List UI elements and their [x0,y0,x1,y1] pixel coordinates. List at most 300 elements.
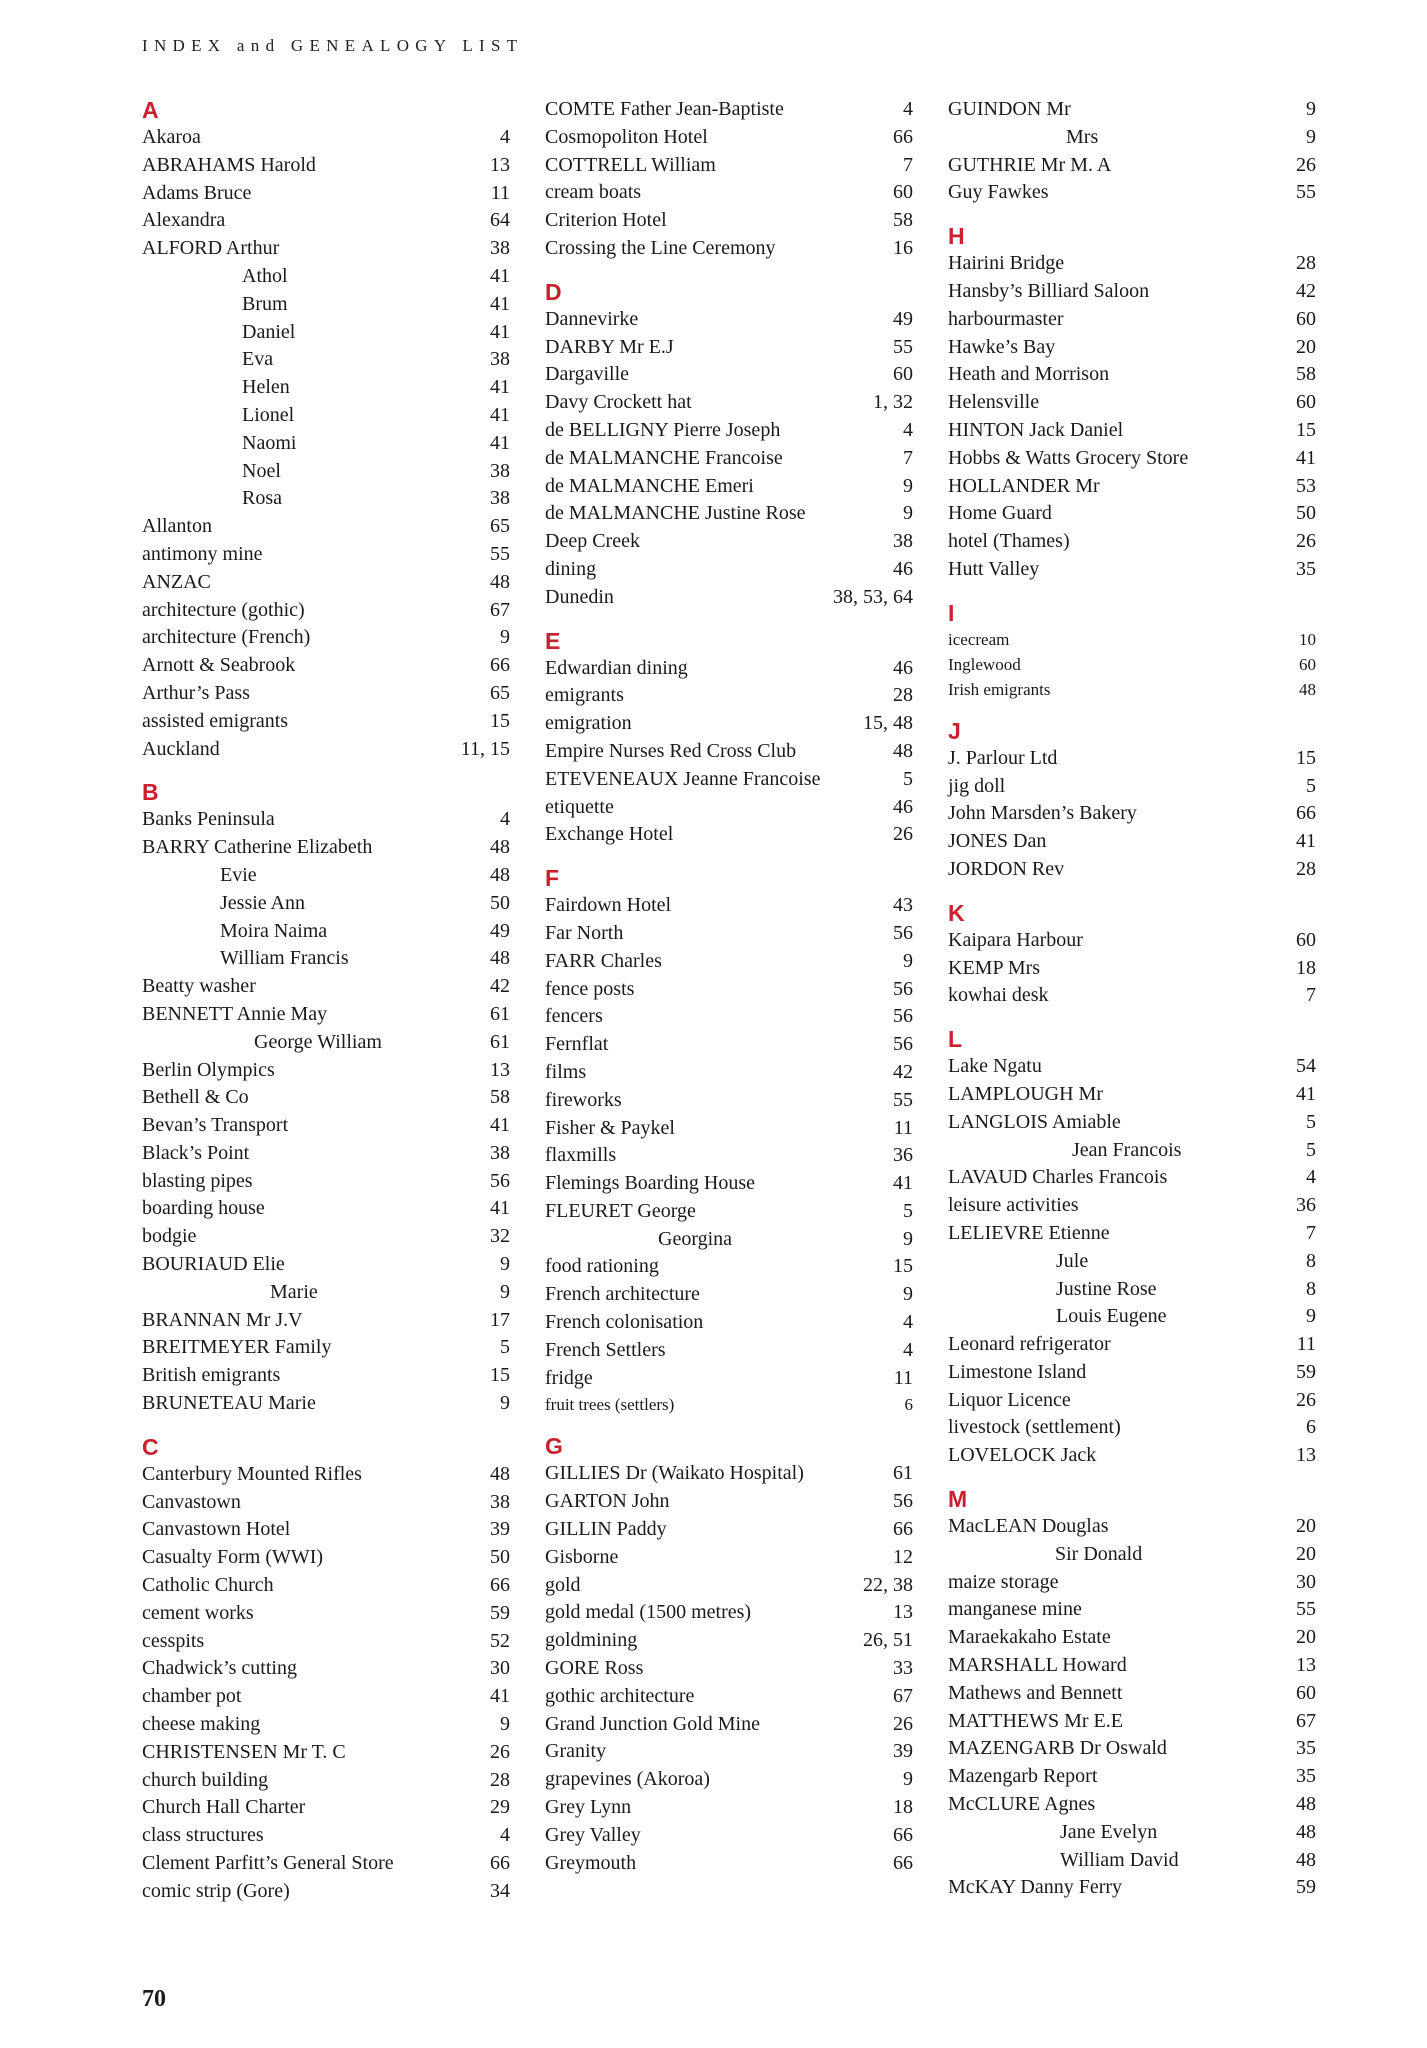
entry-name: architecture (gothic) [142,598,305,621]
running-header: INDEX and GENEALOGY LIST [142,36,524,55]
index-entry [948,1513,1316,1541]
index-entry [948,856,1316,884]
entry-name: George William [254,1030,382,1053]
entry-page: 41 [1296,1082,1316,1105]
index-entry [948,528,1316,556]
entry-name: Kaipara Harbour [948,928,1083,951]
index-entry [948,1763,1316,1791]
entry-page: 50 [490,1546,510,1569]
entry-page: 13 [893,1601,913,1624]
entry-name: DARBY Mr E.J [545,335,674,358]
index-entry [142,1794,510,1822]
entry-page: 50 [490,891,510,914]
entry-page: 33 [893,1657,913,1680]
entry-name: Evie [220,863,257,886]
entry-page: 41 [490,431,510,454]
entry-page: 26 [893,1712,913,1735]
entry-page: 48 [490,570,510,593]
index-entry [948,1708,1316,1736]
entry-name: de BELLIGNY Pierre Joseph [545,418,781,441]
index-entry [142,890,510,918]
index-entry [545,473,913,501]
entry-name: Davy Crockett hat [545,391,692,414]
index-entry [142,1489,510,1517]
section-letter: I [948,599,955,626]
index-entry [142,430,510,458]
entry-name: LOVELOCK Jack [948,1444,1097,1467]
entry-name: Bevan’s Transport [142,1114,289,1137]
entry-name: hotel (Thames) [948,530,1070,553]
index-entry [545,1087,913,1115]
entry-name: BOURIAUD Elie [142,1253,285,1276]
entry-page: 38 [490,459,510,482]
entry-name: Noel [242,459,281,482]
entry-name: gold medal (1500 metres) [545,1601,752,1624]
index-entry [545,1337,913,1365]
index-entry [142,1878,510,1906]
entry-name: Georgina [658,1227,733,1250]
entry-page: 1, 32 [873,391,913,414]
entry-name: ALFORD Arthur [142,237,280,260]
index-entry [545,124,913,152]
entry-page: 9 [500,1713,510,1736]
entry-name: MATTHEWS Mr E.E [948,1709,1123,1732]
entry-page: 61 [490,1030,510,1053]
entry-name: de MALMANCHE Emeri [545,474,754,497]
index-entry [948,1081,1316,1109]
entry-page: 26, 51 [863,1629,913,1652]
entry-name: Cosmopoliton Hotel [545,125,708,148]
entry-page: 48 [1299,679,1316,699]
entry-name: Jessie Ann [220,891,305,914]
index-entry [545,1170,913,1198]
entry-page: 55 [490,542,510,565]
section-letter: M [948,1486,968,1513]
index-entry [948,955,1316,983]
entry-page: 41 [893,1172,913,1195]
index-entry [948,1164,1316,1192]
entry-name: Grand Junction Gold Mine [545,1712,760,1735]
entry-name: Banks Peninsula [142,808,275,831]
entry-name: COTTRELL William [545,153,716,176]
index-section [142,96,510,763]
index-entry [545,306,913,334]
index-entry [142,1767,510,1795]
index-entry [545,207,913,235]
entry-name: Clement Parfitt’s General Store [142,1852,394,1875]
index-entry [142,973,510,1001]
entry-page: 41 [490,1114,510,1137]
index-entry [545,1115,913,1143]
entry-page: 61 [490,1002,510,1025]
index-entry [545,556,913,584]
entry-page: 10 [1299,629,1316,649]
index-entry [142,1334,510,1362]
index-entry [948,627,1316,652]
entry-name: Empire Nurses Red Cross Club [545,739,797,762]
entry-page: 60 [1296,928,1316,951]
index-entry [948,1819,1316,1847]
index-entry [142,945,510,973]
entry-name: Dargaville [545,363,630,386]
section-letter: H [948,223,965,250]
entry-page: 64 [490,209,510,232]
index-entry [948,1414,1316,1442]
index-section [545,1432,913,1877]
index-column-2 [545,96,913,1892]
entry-page: 38 [490,487,510,510]
index-entry [545,976,913,1004]
entry-page: 41 [490,320,510,343]
index-entry [948,124,1316,152]
section-letter: K [948,899,965,926]
entry-page: 66 [490,654,510,677]
entry-name: gold [545,1573,581,1596]
entry-page: 5 [903,767,913,790]
entry-name: BRANNAN Mr J.V [142,1308,303,1331]
entry-page: 5 [1306,1110,1316,1133]
entry-name: Irish emigrants [948,679,1051,699]
index-entry [948,1276,1316,1304]
entry-page: 41 [490,292,510,315]
index-section [948,222,1316,584]
entry-page: 46 [893,795,913,818]
entry-name: LANGLOIS Amiable [948,1110,1121,1133]
entry-name: BREITMEYER Family [142,1336,332,1359]
entry-page: 58 [1296,363,1316,386]
entry-name: Akaroa [142,126,201,148]
entry-name: ETEVENEAUX Jeanne Francoise [545,767,821,790]
entry-name: Helensville [948,391,1040,414]
entry-name: MARSHALL Howard [948,1654,1127,1677]
entry-name: Auckland [142,737,220,760]
entry-name: Granity [545,1740,607,1763]
index-entry [545,1794,913,1822]
index-section [948,96,1316,207]
entry-page: 4 [903,1338,913,1361]
entry-page: 28 [490,1768,510,1791]
entry-page: 4 [903,98,913,120]
index-entry [142,485,510,513]
entry-name: Far North [545,921,624,944]
entry-name: Casualty Form (WWI) [142,1546,324,1569]
index-entry [545,794,913,822]
index-entry [142,152,510,180]
entry-page: 13 [490,1058,510,1081]
entry-name: Grey Lynn [545,1796,632,1819]
index-entry [948,389,1316,417]
entry-name: boarding house [142,1197,265,1220]
entry-page: 56 [893,1490,913,1513]
entry-name: Jane Evelyn [1060,1820,1158,1843]
entry-page: 67 [490,598,510,621]
index-entry [545,766,913,794]
entry-page: 66 [1296,802,1316,825]
entry-page: 9 [500,626,510,649]
index-entry [142,235,510,263]
index-entry [142,541,510,569]
entry-page: 38, 53, 64 [833,585,913,608]
entry-name: emigrants [545,684,624,707]
entry-page: 20 [1296,1626,1316,1649]
index-entry [948,677,1316,702]
entry-name: ANZAC [142,570,211,593]
entry-page: 30 [1296,1570,1316,1593]
entry-page: 11 [490,181,510,204]
entry-page: 11 [893,1366,913,1389]
index-entry [142,1084,510,1112]
index-entry [545,1683,913,1711]
entry-page: 56 [893,1005,913,1028]
index-entry [948,1652,1316,1680]
index-entry [948,179,1316,207]
entry-name: de MALMANCHE Francoise [545,446,783,469]
index-entry [948,1387,1316,1415]
entry-page: 66 [490,1852,510,1875]
entry-name: Louis Eugene [1056,1305,1167,1328]
section-letter: J [948,717,961,744]
index-entry [948,1541,1316,1569]
index-entry [142,1307,510,1335]
entry-page: 18 [893,1796,913,1819]
entry-name: de MALMANCHE Justine Rose [545,502,806,525]
entry-page: 4 [500,126,510,148]
entry-name: Berlin Olympics [142,1058,275,1081]
entry-page: 38 [490,237,510,260]
entry-name: Edwardian dining [545,656,688,679]
index-entry [142,1223,510,1251]
entry-page: 9 [1306,1305,1316,1328]
entry-name: Mrs [1066,125,1099,148]
entry-page: 29 [490,1796,510,1819]
index-entry [142,1251,510,1279]
entry-page: 55 [1296,181,1316,204]
entry-page: 48 [1296,1848,1316,1871]
entry-page: 4 [500,1824,510,1847]
entry-page: 13 [1296,1444,1316,1467]
entry-page: 9 [500,1280,510,1303]
entry-page: 41 [1296,446,1316,469]
entry-page: 4 [903,418,913,441]
entry-name: HINTON Jack Daniel [948,418,1124,441]
index-entry [142,862,510,890]
index-entry [545,1281,913,1309]
index-entry [545,1516,913,1544]
entry-name: Black’s Point [142,1141,250,1164]
entry-name: Crossing the Line Ceremony [545,236,776,259]
entry-name: FARR Charles [545,949,662,972]
entry-page: 48 [490,863,510,886]
entry-page: 60 [1299,654,1316,674]
index-entry [142,652,510,680]
entry-page: 9 [903,1283,913,1306]
entry-page: 42 [1296,279,1316,302]
index-entry [142,124,510,152]
entry-name: Rosa [242,487,282,510]
entry-page: 28 [893,684,913,707]
entry-name: Arnott & Seabrook [142,654,296,677]
index-entry [142,319,510,347]
index-entry [948,773,1316,801]
entry-name: Marie [270,1280,318,1303]
entry-name: architecture (French) [142,626,311,649]
index-entry [948,745,1316,773]
index-entry [948,1847,1316,1875]
entry-name: Hawke’s Bay [948,335,1056,358]
index-entry [142,1850,510,1878]
index-entry [948,652,1316,677]
entry-page: 26 [1296,153,1316,176]
entry-page: 18 [1296,956,1316,979]
entry-page: 9 [500,1253,510,1276]
entry-page: 39 [490,1518,510,1541]
index-entry [142,180,510,208]
entry-name: livestock (settlement) [948,1416,1121,1439]
entry-page: 38 [893,530,913,553]
entry-name: Exchange Hotel [545,823,674,846]
entry-page: 48 [1296,1820,1316,1843]
entry-page: 20 [1296,1515,1316,1538]
index-section [545,96,913,263]
entry-name: emigration [545,712,632,735]
entry-name: fencers [545,1005,603,1028]
entry-name: chamber pot [142,1685,242,1708]
index-entry [948,556,1316,584]
entry-name: Hairini Bridge [948,252,1065,275]
index-entry [545,96,913,124]
index-entry [545,1059,913,1087]
entry-name: maize storage [948,1570,1059,1593]
entry-page: 4 [903,1311,913,1334]
entry-name: goldmining [545,1629,638,1652]
index-entry [142,1683,510,1711]
index-entry [545,1226,913,1254]
index-entry [545,389,913,417]
entry-page: 49 [893,307,913,330]
entry-page: 55 [1296,1598,1316,1621]
entry-name: Liquor Licence [948,1388,1071,1411]
index-entry [545,1003,913,1031]
entry-page: 9 [1306,98,1316,120]
entry-name: fireworks [545,1088,622,1111]
entry-page: 36 [893,1144,913,1167]
entry-page: 12 [893,1545,913,1568]
entry-name: GARTON John [545,1490,670,1513]
section-letter: D [545,278,562,305]
index-entry [142,680,510,708]
entry-name: Gisborne [545,1545,619,1568]
index-entry [142,513,510,541]
index-entry [948,982,1316,1010]
entry-name: Naomi [242,431,297,454]
entry-page: 26 [1296,530,1316,553]
entry-page: 34 [490,1879,510,1902]
entry-name: Heath and Morrison [948,363,1110,386]
entry-name: fence posts [545,977,635,1000]
entry-page: 56 [893,1033,913,1056]
entry-name: HOLLANDER Mr [948,474,1100,497]
entry-name: Lake Ngatu [948,1055,1042,1078]
entry-name: Justine Rose [1056,1277,1157,1300]
index-entry [545,1309,913,1337]
entry-page: 5 [903,1199,913,1222]
entry-name: fruit trees (settlers) [545,1395,675,1415]
entry-page: 66 [893,1823,913,1846]
entry-page: 59 [1296,1876,1316,1899]
entry-page: 60 [1296,391,1316,414]
index-entry [948,500,1316,528]
entry-page: 53 [1296,474,1316,497]
entry-page: 58 [893,209,913,232]
entry-name: kowhai desk [948,984,1049,1007]
index-entry [545,920,913,948]
index-entry [948,1680,1316,1708]
entry-name: Alexandra [142,209,226,232]
entry-page: 55 [893,1088,913,1111]
entry-name: bodgie [142,1225,197,1248]
entry-name: GORE Ross [545,1657,644,1680]
entry-page: 9 [903,1227,913,1250]
entry-page: 61 [893,1462,913,1485]
index-entry [948,96,1316,124]
entry-page: 36 [1296,1194,1316,1217]
entry-name: Jule [1056,1249,1089,1272]
entry-name: LELIEVRE Etienne [948,1221,1110,1244]
index-entry [545,1392,913,1417]
entry-name: Eva [242,348,274,371]
entry-name: McKAY Danny Ferry [948,1876,1123,1899]
entry-page: 58 [490,1086,510,1109]
entry-page: 9 [903,1768,913,1791]
entry-page: 38 [490,1490,510,1513]
index-entry [142,1029,510,1057]
entry-name: COMTE Father Jean-Baptiste [545,98,784,120]
entry-name: Canterbury Mounted Rifles [142,1462,362,1485]
entry-page: 65 [490,515,510,538]
entry-name: cream boats [545,181,642,204]
index-entry [545,152,913,180]
entry-name: Canvastown [142,1490,241,1513]
index-entry [545,1850,913,1878]
index-entry [948,152,1316,180]
entry-name: Criterion Hotel [545,209,667,232]
entry-name: Deep Creek [545,530,640,553]
index-entry [545,682,913,710]
index-entry [545,1365,913,1393]
index-entry [948,1791,1316,1819]
entry-name: gothic architecture [545,1684,695,1707]
entry-page: 32 [490,1225,510,1248]
index-entry [948,1359,1316,1387]
entry-name: Lionel [242,403,295,426]
index-entry [545,179,913,207]
entry-name: McCLURE Agnes [948,1793,1096,1816]
index-entry [142,263,510,291]
index-section [142,1433,510,1906]
entry-name: French architecture [545,1283,700,1306]
page-number: 70 [142,1986,166,2012]
entry-name: Limestone Island [948,1360,1087,1383]
entry-page: 41 [490,1685,510,1708]
entry-page: 26 [490,1740,510,1763]
index-entry [142,1572,510,1600]
index-entry [142,1600,510,1628]
entry-name: blasting pipes [142,1169,253,1192]
entry-page: 66 [893,1851,913,1874]
entry-page: 7 [903,153,913,176]
entry-name: dining [545,557,597,580]
index-entry [545,445,913,473]
